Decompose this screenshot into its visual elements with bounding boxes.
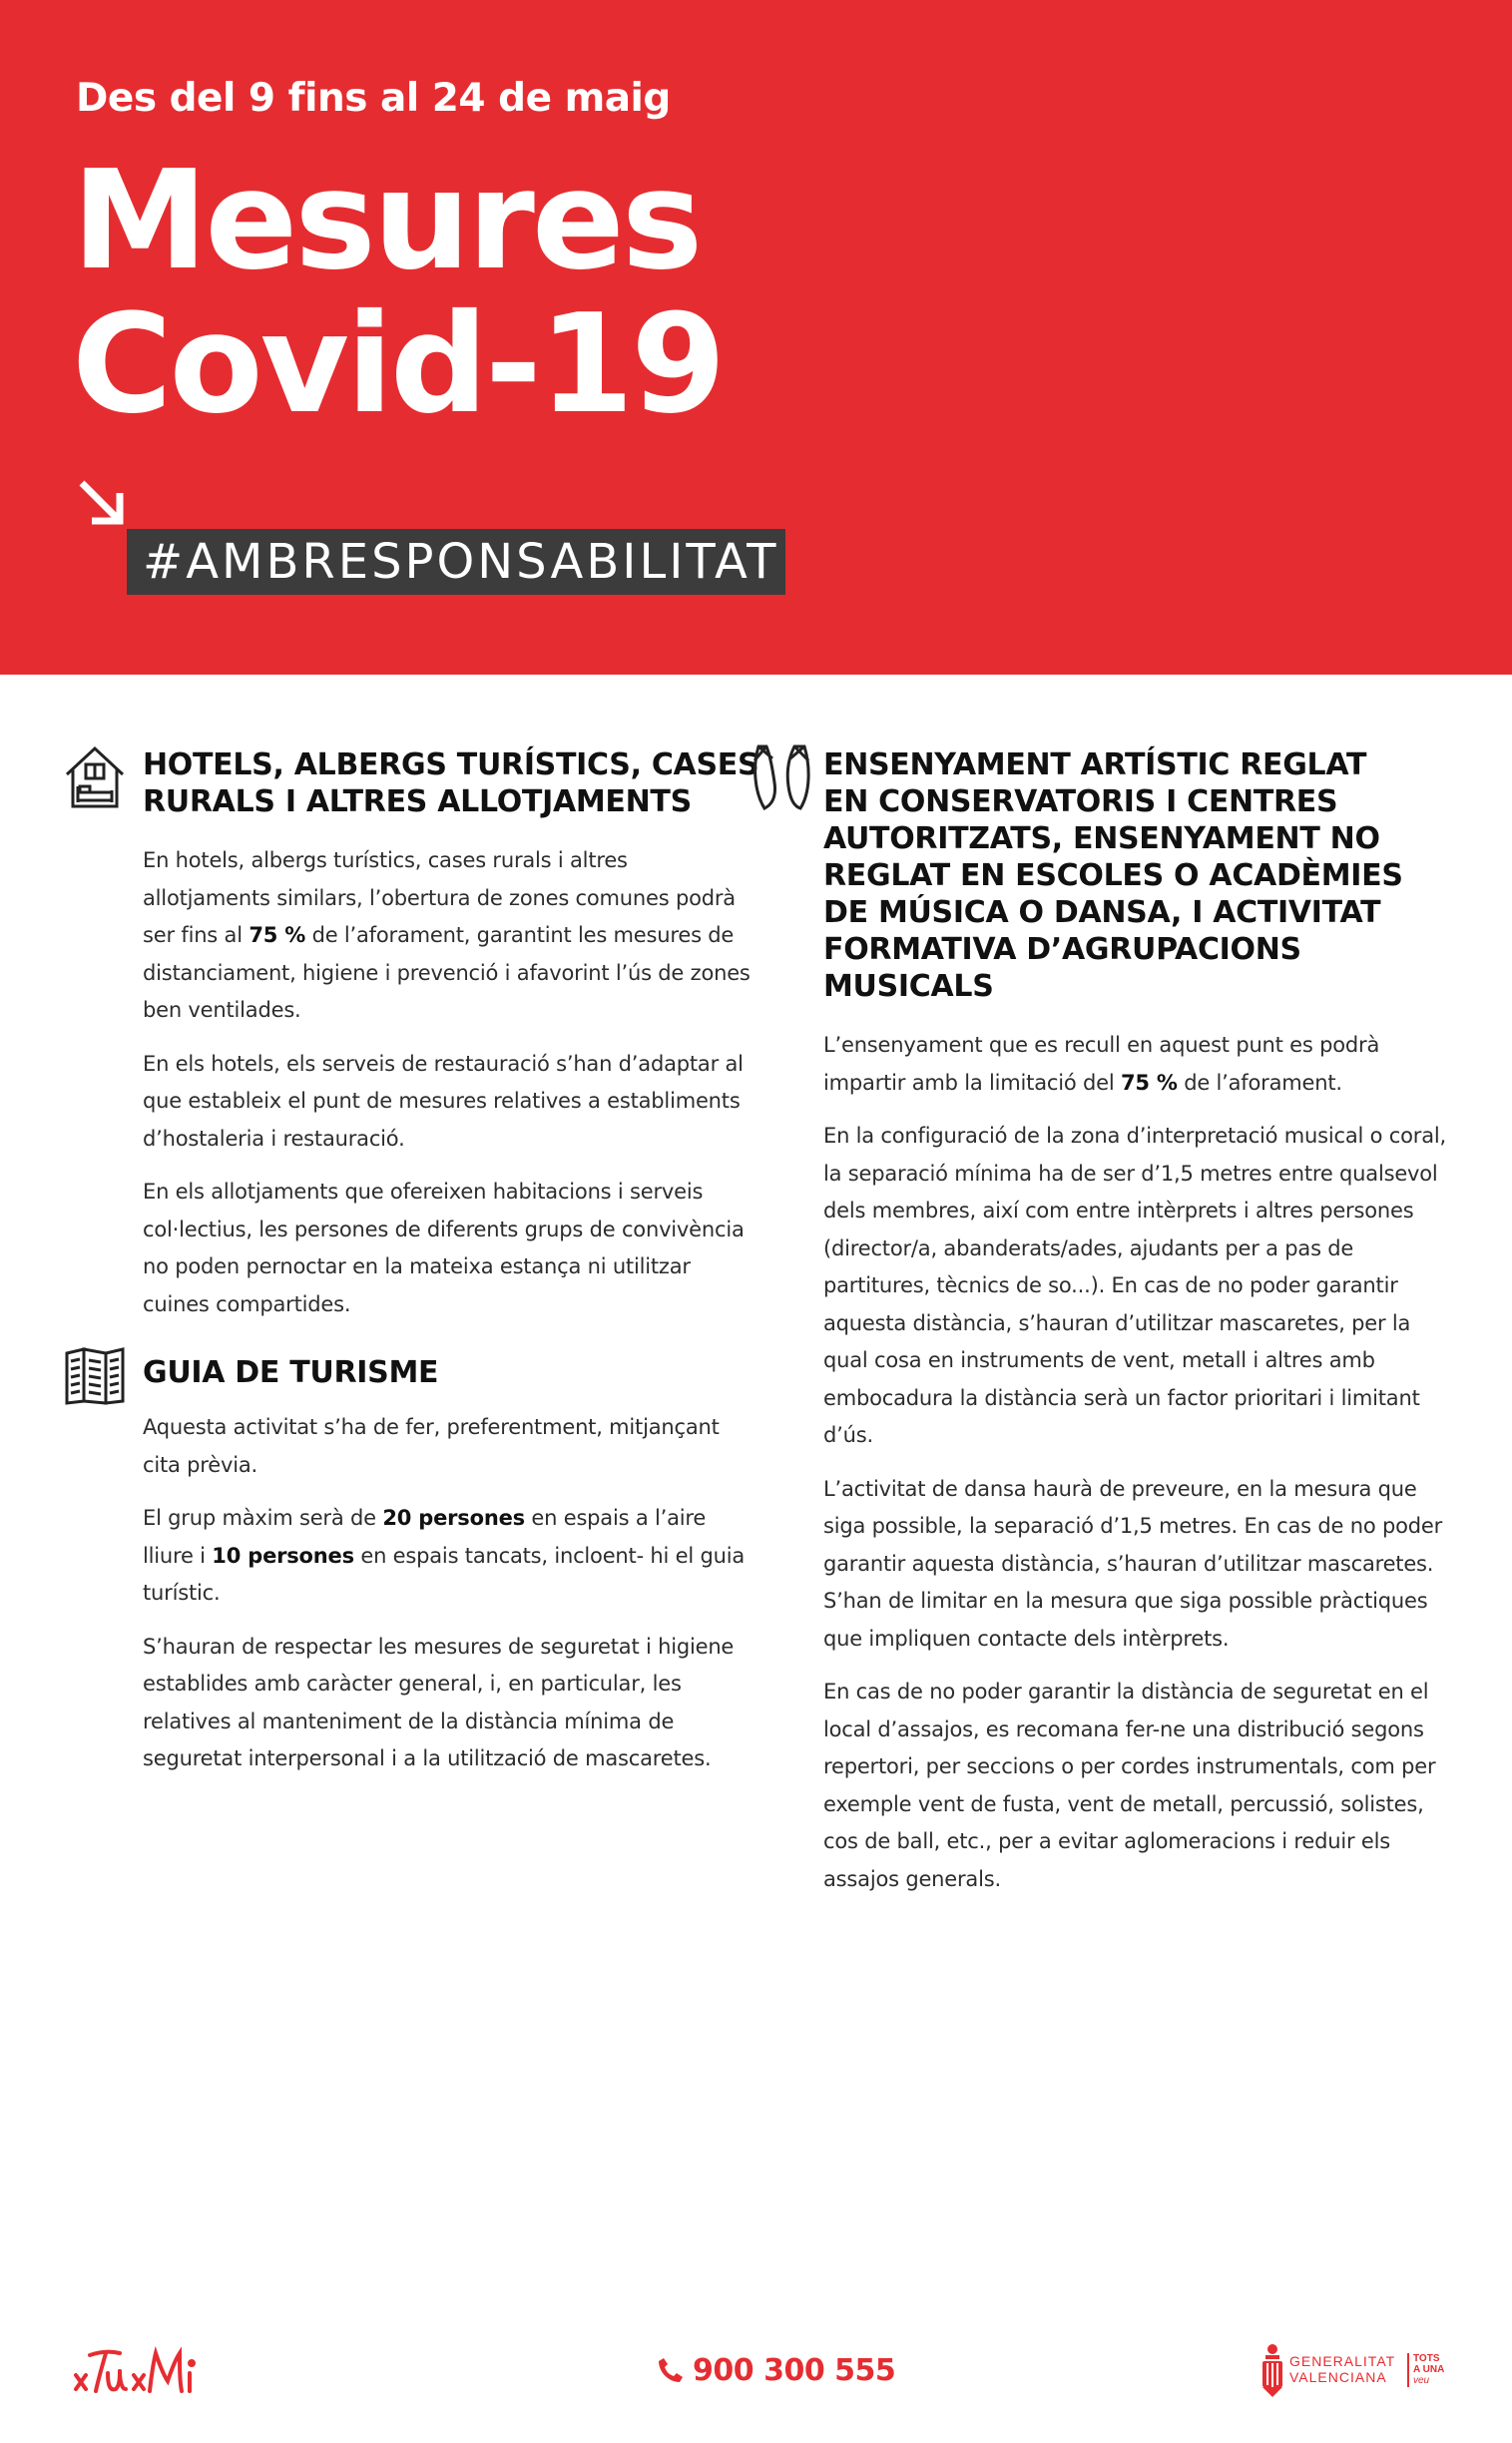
section-hotels — [143, 746, 761, 1323]
svg-text:xTuxMi: xTuxMi — [72, 2405, 76, 2406]
generalitat-logo — [1260, 2339, 1449, 2403]
paragraph: En la configuració de la zona d’interpretació musical o coral, la separació mínima ha de ser d’1,5 metres entre qualsevol dels membres, així com entre intèrprets i altres persones (director/a, abanderats/ades, ajudants per a pas de partitures, tècnics de so...). En cas de no poder garantir aquesta distància, s’hauran d’utilitzar mascaretes, per la qual cosa en instruments de vent, metall i altres amb embocadura la distància serà un factor prioritari i limitant d’ús. — [823, 1124, 1446, 1447]
header-banner — [0, 0, 1512, 675]
paragraph: L’activitat de dansa haurà de preveure, en la mesura que siga possible, la separació d’1,5 metres. En cas de no poder garantir aquesta distància, s’hauran d’utilitzar mascaretes. S’han de limitar en la mesura que siga possible pràctiques que impliquen contacte dels intèrprets. — [823, 1476, 1442, 1651]
paragraph: En els hotels, els serveis de restauració s’han d’adaptar al que estableix el punt de mesures relatives a establiments d’hostaleria i restauració. — [143, 1051, 744, 1151]
ballet-shoes-icon — [751, 742, 812, 812]
title-line-2: Covid-19 — [72, 285, 724, 444]
section-art-title: ENSENYAMENT ARTÍSTIC REGLAT EN CONSERVATORIS I CENTRES AUTORITZATS, ENSENYAMENT NO REGLAT EN ESCOLES O ACADÈMIES DE MÚSICA O DANSA, I ACTIVITAT FORMATIVA D’AGRUPACIONS MUSICALS — [823, 747, 1403, 1004]
paragraph: El grup màxim serà de 20 persones en espais a l’aire lliure i 10 persones en espais tancats, incloent- hi el guia turístic. — [143, 1506, 746, 1605]
paragraph: S’hauran de respectar les mesures de seguretat i higiene establides amb caràcter general, i, en particular, les relatives al manteniment de la distància mínima de seguretat interpersonal i a la utilització de mascaretes. — [143, 1634, 735, 1770]
section-hotels-title: HOTELS, ALBERGS TURÍSTICS, CASES RURALS I ALTRES ALLOTJAMENTS — [143, 747, 759, 819]
hashtag-badge: #AMBRESPONSABILITAT — [127, 529, 785, 595]
phone-number: 900 300 555 — [693, 2353, 896, 2388]
tots-a-una-veu-logo: TOTS A UNA veu — [1413, 2353, 1445, 2386]
coat-of-arms-icon — [1260, 2343, 1285, 2399]
dates-subtitle: Des del 9 fins al 24 de maig — [76, 76, 671, 121]
phone-icon — [657, 2356, 685, 2384]
divider — [1407, 2353, 1409, 2387]
paragraph: En els allotjaments que ofereixen habitacions i serveis col·lectius, les persones de diferents grups de convivència no poden pernoctar en la mateixa estança ni utilitzar cuines compartides. — [143, 1180, 745, 1316]
section-guide — [143, 1354, 761, 1778]
paragraph: Aquesta activitat s’ha de fer, preferentment, mitjançant cita prèvia. — [143, 1415, 720, 1477]
generalitat-name: GENERALITAT VALENCIANA — [1289, 2353, 1396, 2385]
arrow-down-right-icon — [76, 477, 128, 529]
helpline-phone[interactable] — [657, 2353, 895, 2388]
section-art — [823, 746, 1452, 1898]
paragraph: L’ensenyament que es recull en aquest punt es podrà impartir amb la limitació del 75 % de l’aforament. — [823, 1033, 1380, 1095]
section-guide-title: GUIA DE TURISME — [143, 1355, 439, 1390]
campaign-logo — [72, 2337, 202, 2407]
map-leaflet-icon — [64, 1347, 126, 1405]
house-icon — [64, 744, 126, 810]
page-title — [72, 142, 724, 444]
title-line-1: Mesures — [72, 142, 701, 300]
paragraph: En hotels, albergs turístics, cases rurals i altres allotjaments similars, l’obertura de zones comunes podrà ser fins al 75 % de l’aforament, garantint les mesures de distanciament, higiene i prevenció i afavorint l’ús de zones ben ventilades. — [143, 848, 751, 1022]
paragraph: En cas de no poder garantir la distància de seguretat en el local d’assajos, es recomana fer-ne una distribució segons repertori, per seccions o per cordes instrumentals, com per exemple vent de fusta, vent de metall, percussió, solistes, cos de ball, etc., per a evitar aglomeracions i reduir els assajos generals. — [823, 1680, 1436, 1891]
